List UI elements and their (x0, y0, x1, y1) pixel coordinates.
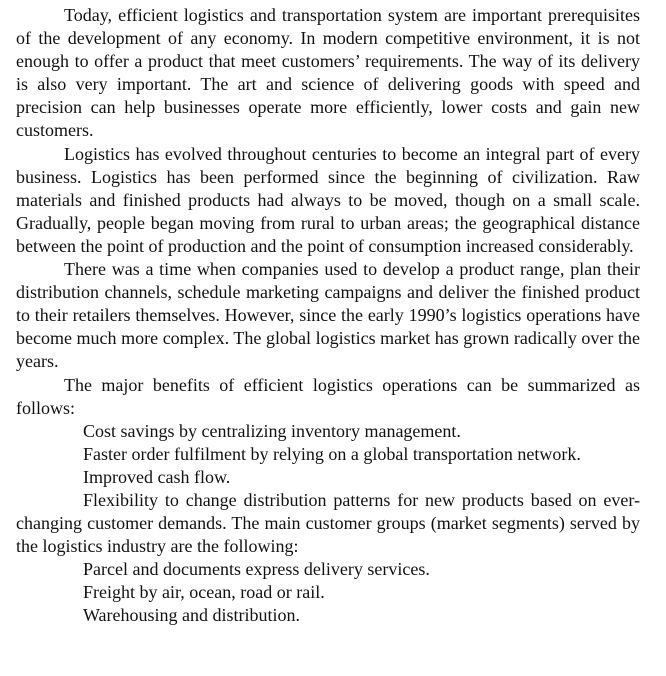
segment-item: Warehousing and distribution. (83, 605, 301, 626)
document-body (16, 4, 640, 628)
segment-item: Freight by air, ocean, road or rail. (83, 582, 325, 603)
segment-item: Parcel and documents express delivery services. (83, 559, 430, 580)
benefit-item: Cost savings by centralizing inventory management. (83, 420, 461, 441)
paragraph-history: Logistics has evolved throughout centuries to become an integral part of every business. Logistics has been performed since the beginning of civilization. Raw materials and finished products had always to be moved, though on a small scale. Gradually, people began moving from rural to urban areas; the geographical distance between the point of production and the point of consumption increased considerably. (16, 143, 640, 256)
benefit-item: Faster order fulfilment by relying on a global transportation network. (83, 443, 581, 464)
paragraph-flexibility: Flexibility to change distribution patterns for new products based on ever-changing customer demands. The main customer groups (market segments) served by the logistics industry are the following: (16, 489, 640, 557)
paragraph-intro: Today, efficient logistics and transportation system are important prerequisites of the development of any economy. In modern competitive environment, it is not enough to offer a product that meet customers’ requirements. The way of its delivery is also very important. The art and science of delivering goods with speed and precision can help businesses operate more efficiently, lower costs and gain new customers. (16, 5, 640, 141)
benefit-item: Improved cash flow. (83, 466, 231, 487)
segments-list (16, 558, 640, 627)
paragraph-complexity: There was a time when companies used to develop a product range, plan their distribution channels, schedule marketing campaigns and deliver the finished product to their retailers themselves. However, since the early 1990’s logistics operations have become much more complex. The global logistics market has grown radically over the years. (16, 259, 640, 372)
benefits-list (16, 420, 640, 489)
paragraph-benefits-intro: The major benefits of efficient logistics operations can be summarized as follows: (16, 374, 640, 418)
